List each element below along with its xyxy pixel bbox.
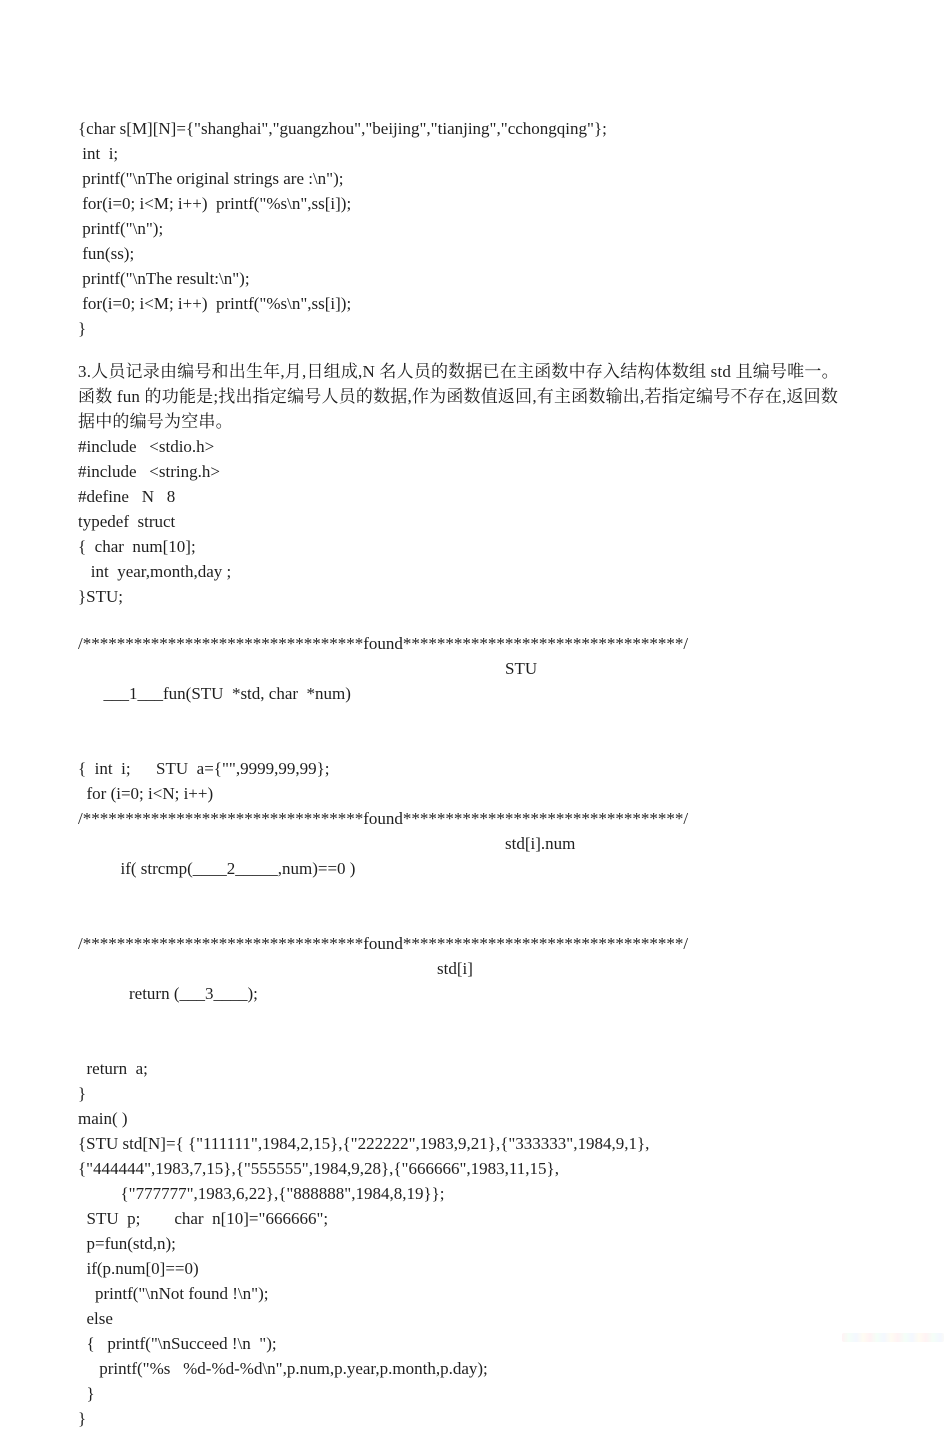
code-line: #define N 8 [78, 487, 176, 506]
code-line: printf("\nThe result:\n"); [78, 269, 250, 288]
code-line: fun(ss); [78, 244, 135, 263]
problem-statement-line: 函数 fun 的功能是;找出指定编号人员的数据,作为函数值返回,有主函数输出,若指定编号不存在,返回数 [78, 387, 839, 406]
code-block-declarations [78, 434, 938, 609]
problem-statement [78, 359, 938, 434]
blank-answer-annotation: std[i] [437, 959, 473, 978]
code-line: int year,month,day ; [78, 562, 232, 581]
code-line: typedef struct [78, 512, 176, 531]
code-line-blank-3 [78, 956, 938, 1056]
code-line: } [78, 1384, 95, 1403]
blank-answer-annotation: std[i].num [505, 834, 576, 853]
code-line: for (i=0; i<N; i++) [78, 784, 214, 803]
code-line: p=fun(std,n); [78, 1234, 176, 1253]
code-comment-found: /*********************************found*********************************/ [78, 934, 689, 953]
problem-statement-line: 据中的编号为空串。 [78, 412, 233, 431]
code-line: { char num[10]; [78, 537, 196, 556]
code-line: { printf("\nSucceed !\n "); [78, 1334, 277, 1353]
problem-statement-line: 3.人员记录由编号和出生年,月,日组成,N 名人员的数据已在主函数中存入结构体数组 std 且编号唯一。 [78, 362, 839, 381]
code-line: printf("\nNot found !\n"); [78, 1284, 269, 1303]
code-line: #include <stdio.h> [78, 437, 215, 456]
code-line: #include <string.h> [78, 462, 220, 481]
code-line: {"777777",1983,6,22},{"888888",1984,8,19}}; [78, 1184, 445, 1203]
code-line: main( ) [78, 1109, 128, 1128]
code-line: {"444444",1983,7,15},{"555555",1984,9,28},{"666666",1983,11,15}, [78, 1159, 559, 1178]
blank-answer-annotation: STU [505, 659, 538, 678]
document-page [78, 116, 938, 1431]
code-line: else [78, 1309, 113, 1328]
watermark [842, 1333, 944, 1342]
spacer [78, 609, 938, 631]
code-block-fun-main [78, 631, 938, 1431]
code-line: printf("%s %d-%d-%d\n",p.num,p.year,p.month,p.day); [78, 1359, 488, 1378]
code-line: int i; [78, 144, 119, 163]
code-line: STU p; char n[10]="666666"; [78, 1209, 329, 1228]
code-line: } [78, 1084, 87, 1103]
code-line-blank-1 [78, 656, 938, 756]
code-line: return a; [78, 1059, 148, 1078]
code-line: for(i=0; i<M; i++) printf("%s\n",ss[i]); [78, 194, 352, 213]
code-comment-found: /*********************************found*********************************/ [78, 634, 689, 653]
code-line: }STU; [78, 587, 123, 606]
code-line: { int i; STU a={"",9999,99,99}; [78, 759, 330, 778]
code-line: {char s[M][N]={"shanghai","guangzhou","beijing","tianjing","cchongqing"}; [78, 119, 607, 138]
code-line: } [78, 319, 87, 338]
spacer [78, 341, 938, 359]
code-comment-found: /*********************************found*********************************/ [78, 809, 689, 828]
code-line: } [78, 1409, 87, 1428]
code-line-blank-2 [78, 831, 938, 931]
code-block-top [78, 116, 938, 341]
code-line: for(i=0; i<M; i++) printf("%s\n",ss[i]); [78, 294, 352, 313]
code-line: if(p.num[0]==0) [78, 1259, 199, 1278]
code-line: {STU std[N]={ {"111111",1984,2,15},{"222222",1983,9,21},{"333333",1984,9,1}, [78, 1134, 650, 1153]
code-text: ___1___fun(STU *std, char *num) [103, 684, 351, 703]
code-text: if( strcmp(____2_____,num)==0 ) [103, 859, 356, 878]
code-text: return (___3____); [103, 984, 258, 1003]
code-line: printf("\n"); [78, 219, 164, 238]
code-line: printf("\nThe original strings are :\n"); [78, 169, 344, 188]
